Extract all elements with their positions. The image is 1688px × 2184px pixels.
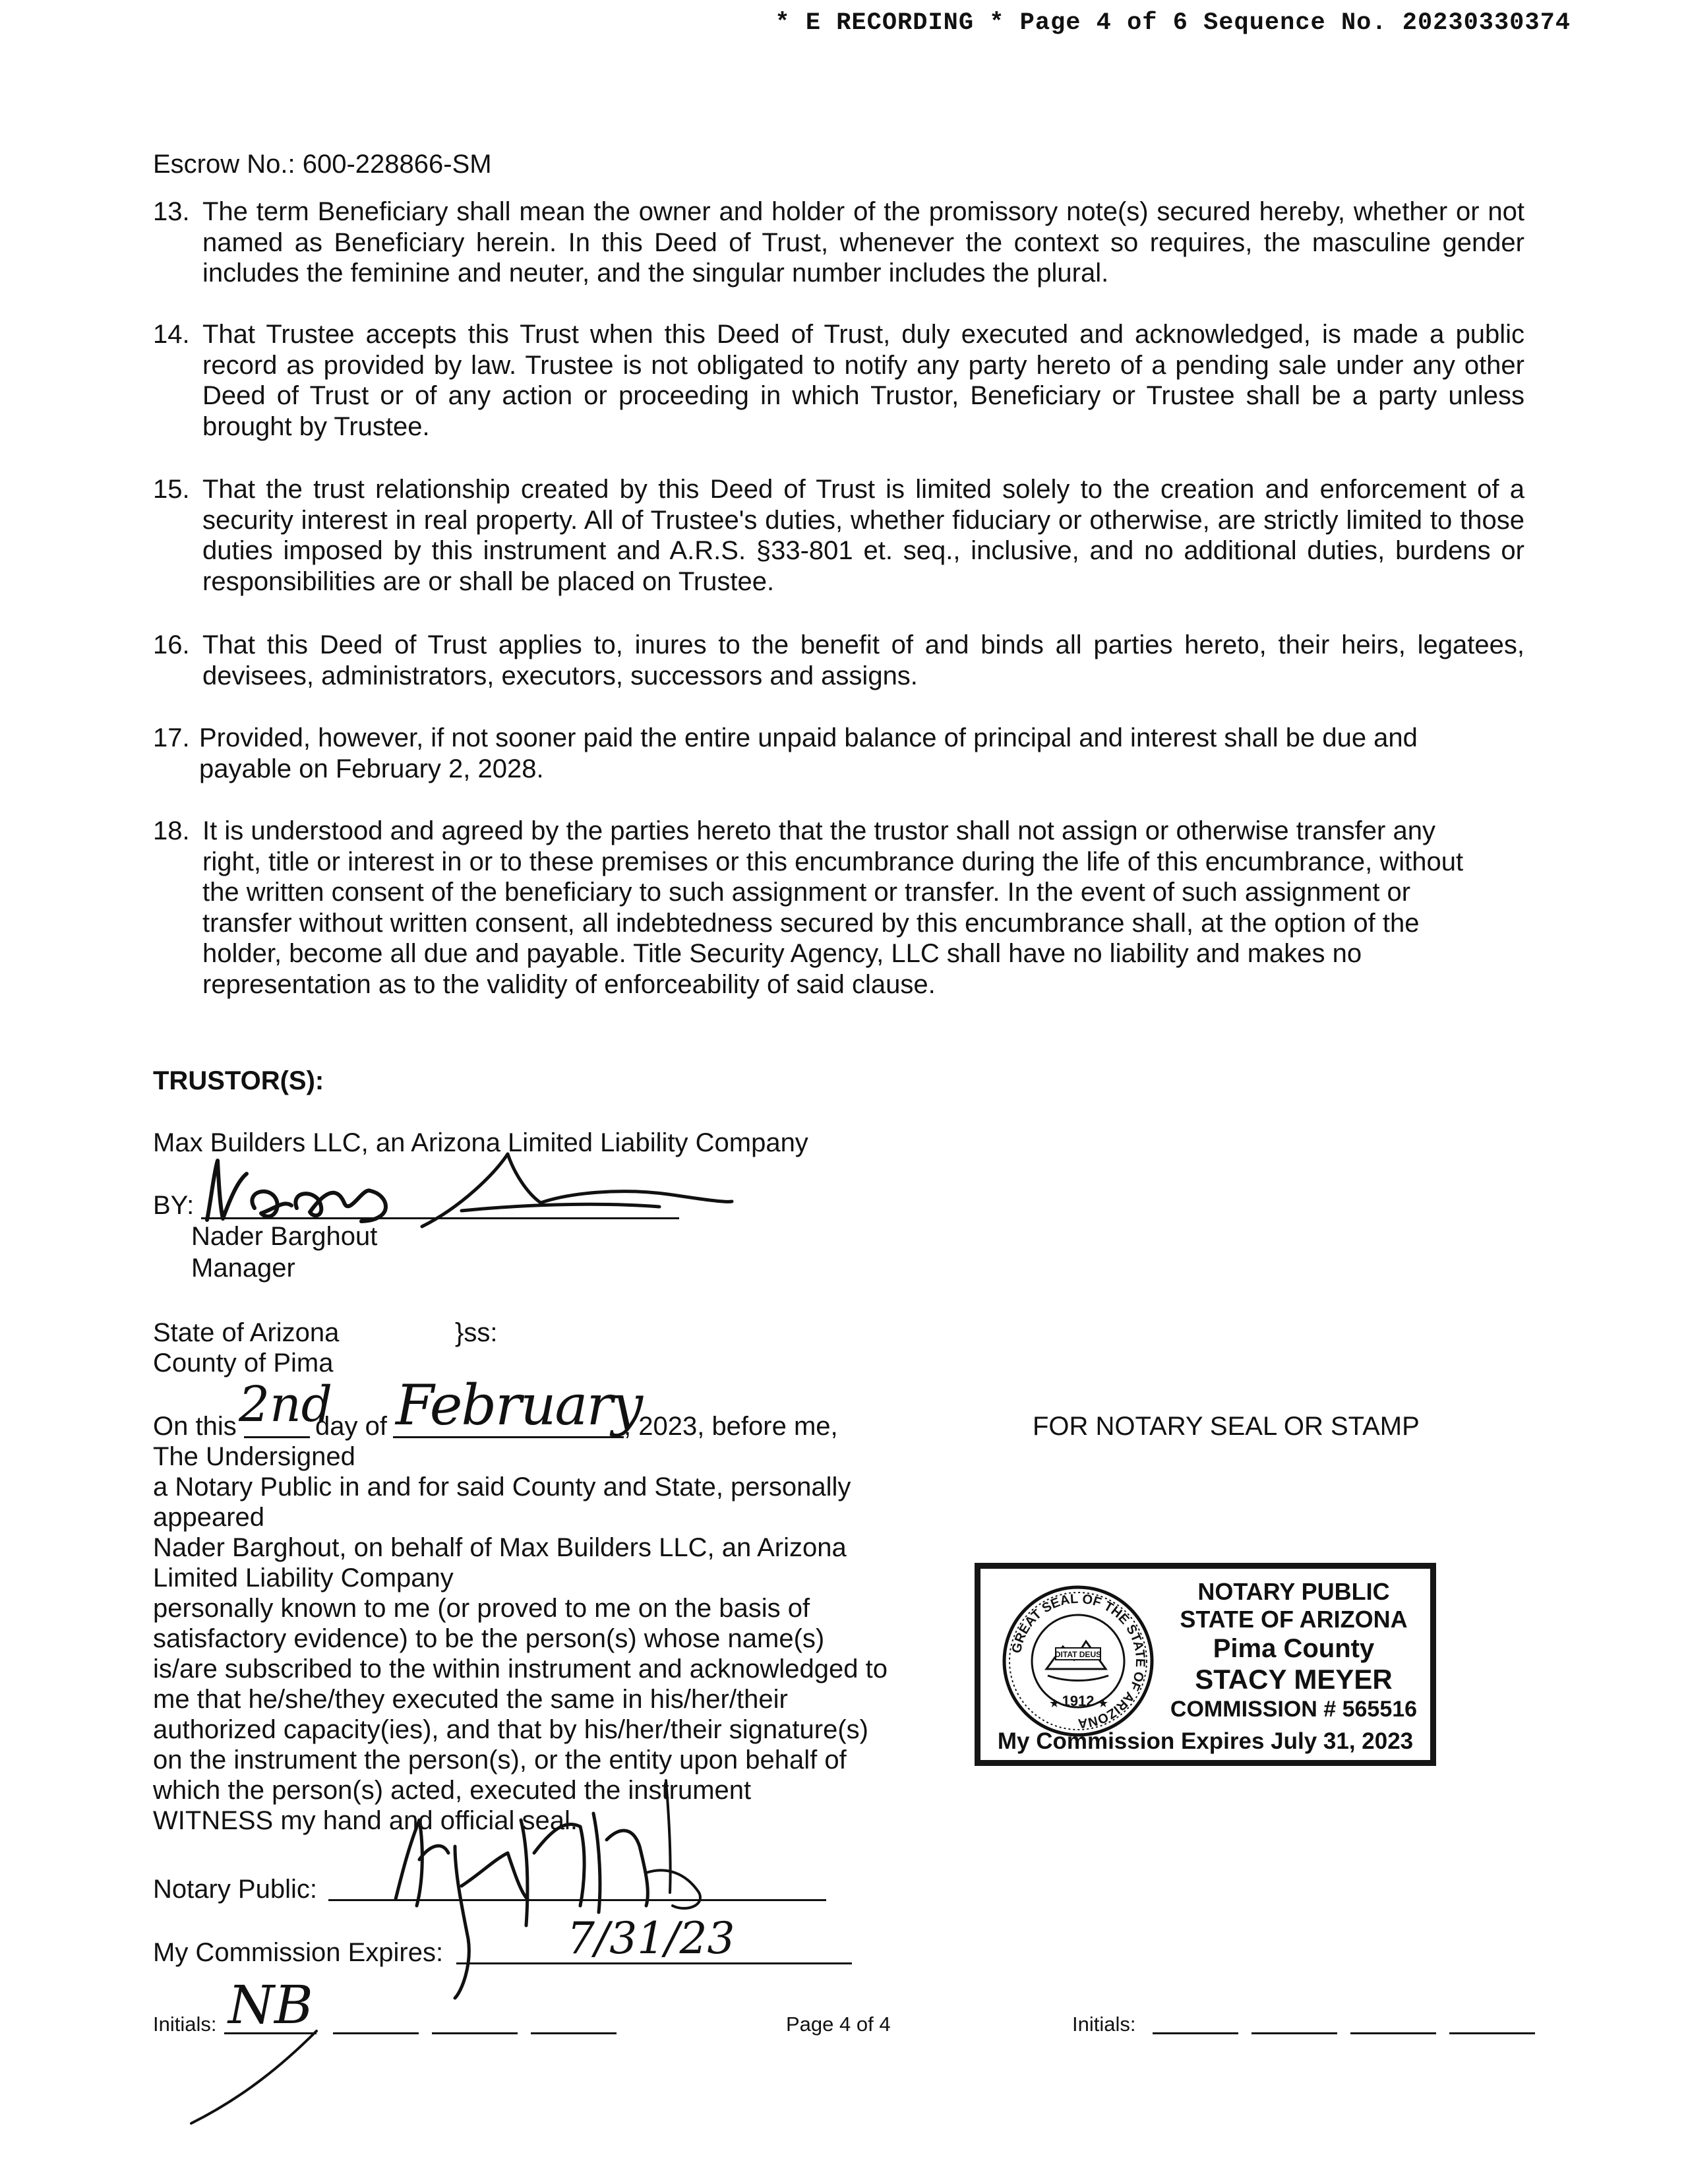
clause-text: The term Beneficiary shall mean the owner and holder of the promissory note(s) secured hereby, whether or not named as Beneficiary herein. In this Deed of Trust, whenever the context so requires, the masculine gender includes the feminine and neuter, and the singular number includes the plural. <box>202 197 1524 288</box>
clause-number: 14. <box>153 320 190 349</box>
seal-motto: DITAT DEUS <box>1054 1650 1102 1659</box>
stamp-text-block <box>1159 1578 1429 1723</box>
recording-header: * E RECORDING * Page 4 of 6 Sequence No. 20230330374 <box>775 9 1571 37</box>
ack-line: on the instrument the person(s), or the entity upon behalf of <box>153 1745 847 1774</box>
clause-text: That this Deed of Trust applies to, inures to the benefit of and binds all parties hereto, their heirs, legatees, devisees, administrators, executors, successors and assigns. <box>202 630 1524 690</box>
signer-name: Nader Barghout <box>191 1222 378 1251</box>
stamp-line-commission: COMMISSION # 565516 <box>1170 1697 1418 1722</box>
clause-number: 13. <box>153 197 190 226</box>
ack-line: appeared <box>153 1503 265 1532</box>
commission-expires-handwritten: 7/31/23 <box>567 1913 735 1964</box>
initials-blank-right-4 <box>1449 2032 1535 2034</box>
clause-16 <box>153 630 1524 691</box>
ack-line: WITNESS my hand and official seal. <box>153 1806 578 1835</box>
initials-blank-right-3 <box>1350 2032 1436 2034</box>
trustor-heading: TRUSTOR(S): <box>153 1066 324 1095</box>
page-number: Page 4 of 4 <box>786 2013 891 2036</box>
seal-year: 1912 <box>1062 1693 1095 1709</box>
trustor-company: Max Builders LLC, an Arizona Limited Liability Company <box>153 1128 808 1157</box>
by-label: BY: <box>153 1191 195 1220</box>
day-handwritten: 2nd <box>239 1376 333 1433</box>
clause-text: That Trustee accepts this Trust when this Deed of Trust, duly executed and acknowledged, is made a public record as provided by law. Trustee is not obligated to notify any party hereto of a pending sale under any other Deed of Trust or of any action or proceeding in which Trustor, Beneficiary or Trustee shall be a party unless brought by Trustee. <box>202 320 1524 441</box>
initials-blank-right-2 <box>1251 2032 1337 2034</box>
day-blank-line <box>244 1436 310 1438</box>
ack-line: authorized capacity(ies), and that by his/her/their signature(s) <box>153 1715 868 1744</box>
stamp-line-state: STATE OF ARIZONA <box>1180 1606 1408 1633</box>
seal-ring-text: GREAT SEAL OF THE STATE OF ARIZONA <box>1009 1591 1148 1731</box>
signer-title: Manager <box>191 1254 295 1283</box>
initials-blank-right-1 <box>1153 2032 1238 2034</box>
ack-line: Limited Liability Company <box>153 1563 454 1592</box>
seal-star-left-icon: ★ <box>1049 1697 1060 1711</box>
clause-text: It is understood and agreed by the parties hereto that the trustor shall not assign or otherwise transfer any right, title or interest in or to these premises or this encumbrance during the life of this encumbrance, without the written consent of the beneficiary to such assignment or transfer. In the event of such assignment or transfer without written consent, all indebtedness secured by this encumbrance shall, at the option of the holder, become all due and payable. Title Security Agency, LLC shall have no liability and makes no representation as to the validity of enforceability of said clause. <box>202 816 1464 999</box>
clause-15 <box>153 474 1524 597</box>
ack-officer: The Undersigned <box>153 1442 355 1471</box>
stamp-expiration: My Commission Expires July 31, 2023 <box>997 1728 1414 1754</box>
seal-star-right-icon: ★ <box>1098 1697 1109 1711</box>
clause-text: Provided, however, if not sooner paid the entire unpaid balance of principal and interest shall be due and payable on February 2, 2028. <box>199 723 1418 783</box>
ack-day-of: day of <box>315 1412 387 1441</box>
notary-stamp <box>975 1563 1436 1766</box>
initials-blank-4 <box>531 2032 617 2034</box>
ack-line: is/are subscribed to the within instrument and acknowledged to <box>153 1654 888 1684</box>
notary-seal-caption: FOR NOTARY SEAL OR STAMP <box>1033 1412 1420 1441</box>
venue-state: State of Arizona <box>153 1318 340 1347</box>
initials-scribble-tail <box>185 2024 330 2130</box>
stamp-line-notary-name: STACY MEYER <box>1195 1664 1393 1695</box>
venue-ss: }ss: <box>455 1318 498 1347</box>
venue-county: County of Pima <box>153 1349 334 1378</box>
ack-line: satisfactory evidence) to be the person(s) whose name(s) <box>153 1624 825 1653</box>
initials-label-right: Initials: <box>1072 2013 1136 2036</box>
initials-label-left: Initials: <box>153 2013 217 2036</box>
clause-number: 15. <box>153 475 190 504</box>
clause-number: 16. <box>153 630 190 659</box>
commission-expires-label: My Commission Expires: <box>153 1938 444 1967</box>
clause-number: 17. <box>153 723 190 752</box>
initials-blank-2 <box>333 2032 419 2034</box>
stamp-line-notary-public: NOTARY PUBLIC <box>1197 1578 1390 1605</box>
notary-public-label: Notary Public: <box>153 1875 317 1904</box>
clause-17 <box>153 723 1419 784</box>
clause-text: That the trust relationship created by this Deed of Trust is limited solely to the creation and enforcement of a security interest in real property. All of Trustee's duties, whether fiduciary or otherwise, are strictly limited to those duties imposed by this instrument and A.R.S. §33-801 et. seq., inclusive, and no additional duties, burdens or responsibilities are or shall be placed on Trustee. <box>202 475 1524 596</box>
svg-text:GREAT SEAL OF THE STATE OF ARI <box>1010 1592 1147 1730</box>
clause-14 <box>153 319 1524 442</box>
ack-line: which the person(s) acted, executed the instrument <box>153 1776 752 1805</box>
ack-line: personally known to me (or proved to me on the basis of <box>153 1594 810 1623</box>
ack-line: a Notary Public in and for said County and State, personally <box>153 1472 851 1502</box>
clause-18 <box>153 816 1498 1000</box>
initials-blank-3 <box>432 2032 518 2034</box>
ack-line: me that he/she/they executed the same in his/her/their <box>153 1685 788 1714</box>
stamp-line-county: Pima County <box>1213 1634 1375 1663</box>
ack-line: Nader Barghout, on behalf of Max Builders LLC, an Arizona <box>153 1533 847 1562</box>
ack-year: , 2023, before me, <box>624 1412 838 1441</box>
escrow-number: Escrow No.: 600-228866-SM <box>153 150 492 179</box>
clause-number: 18. <box>153 816 190 845</box>
ack-on-this: On this <box>153 1412 237 1441</box>
initials-handwritten-left: NB <box>228 1974 313 2036</box>
clause-13 <box>153 197 1524 289</box>
month-handwritten: February <box>396 1373 642 1438</box>
arizona-seal-emblem <box>1000 1583 1156 1739</box>
